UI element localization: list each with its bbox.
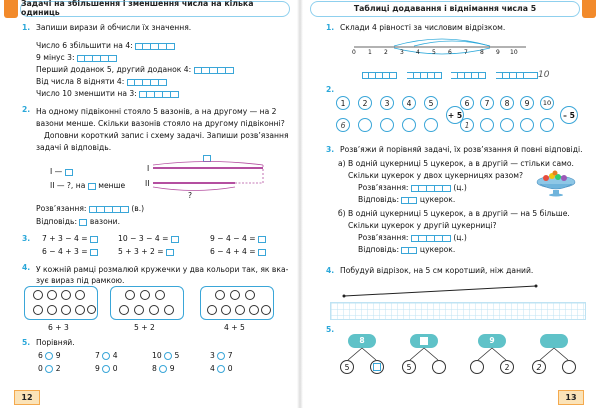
number-tree-3: 9 2 <box>470 334 514 380</box>
ex1-lines <box>36 40 234 100</box>
short-record: І — ІІ — ?, на менше <box>50 167 126 190</box>
compare-pair: 9 0 <box>95 364 118 373</box>
equality-row <box>362 70 538 80</box>
number-tree-1: 8 5 <box>340 334 384 380</box>
compare-pair: 0 2 <box>38 364 61 373</box>
right-header: Таблиці додавання і віднімання числа 5 <box>310 1 580 17</box>
scheme-label-ii: ІІ <box>145 179 150 188</box>
chain-2: 6 7 8 9 10 1 – 5 <box>460 96 590 136</box>
ex1-line: Число 10 зменшити на 3: <box>36 88 234 100</box>
ex3-number: 3. <box>22 234 31 243</box>
circles-frame-2 <box>110 286 184 320</box>
ex1-number: 1. <box>22 23 31 32</box>
ex4-text: У кожній рамці розмалюй кружечки у два кольори так, як вка- зує вираз під рамкою. <box>36 265 289 285</box>
compare-pair: 10 5 <box>152 351 180 360</box>
ex1-line: 9 мінус 3: <box>36 52 234 64</box>
ex3-expr: 9 − 4 − 4 = <box>210 235 266 244</box>
ex2-text: На одному підвіконні стояло 5 вазонів, а на другому — на 2 вазони менше. Скільки вазонів стояло на другому підвіконні? Доповни короткий запис і схему задачі. Запиши розв’язання задачі й відповідь. <box>36 107 289 152</box>
ex3-expr: 6 − 4 + 4 = <box>210 248 266 257</box>
r-ex4-title: Побудуй відрізок, на 5 см коротший, ніж даний. <box>340 266 534 275</box>
right-page-number: 13 <box>558 390 584 405</box>
r-ex2-number: 2. <box>326 85 335 94</box>
compare-pair: 4 0 <box>210 364 233 373</box>
left-page-number: 12 <box>14 390 40 405</box>
r-ex1-number: 1. <box>326 23 335 32</box>
ex5-number: 5. <box>22 338 31 347</box>
ex4-number: 4. <box>22 263 31 272</box>
scheme-question: ? <box>188 191 193 200</box>
ex2-answer: Відповідь: вазони. <box>36 217 121 226</box>
ex3-expr: 7 + 3 − 4 = <box>42 235 98 244</box>
book-spine <box>297 0 303 408</box>
frame-label-3: 4 + 5 <box>224 323 245 332</box>
number-tree-2: 5 <box>402 334 446 380</box>
r-ex3-number: 3. <box>326 145 335 154</box>
number-line-ticks: 0 1 2 3 4 5 6 7 8 9 10 <box>352 49 518 56</box>
r-ex5-number: 5. <box>326 325 335 334</box>
right-page-tab <box>582 0 596 18</box>
compare-pair: 3 7 <box>210 351 233 360</box>
r-ex3-title: Розв’яжи й порівняй задачі, їх розв’язання й повні відповіді. <box>340 145 583 154</box>
left-header: Задачі на збільшення і зменшення числа на кілька одиниць <box>20 1 290 17</box>
ex1-title: Запиши вирази й обчисли їх значення. <box>36 23 192 32</box>
left-page-tab <box>4 0 18 18</box>
r-ex3-a: а) В одній цукерниці 5 цукерок, а в другій — стільки само. Скільки цукерок у двох цукерницях разом? Розв’язання: (ц.) Відповідь: цукерок. б) В одній цукерниці 5 цукерок, а в другій — на 5 більше. Скільки цукерок у другій цукерниці? Розв’язання: (ц.) Відповідь: цукерок. <box>338 159 574 254</box>
circles-frame-1 <box>24 286 98 320</box>
grid-strip <box>330 302 586 320</box>
number-tree-4: 2 <box>532 334 576 380</box>
chain-1: 1 2 3 4 5 6 + 5 <box>336 96 466 136</box>
ex1-line: Від числа 8 відняти 4: <box>36 76 234 88</box>
compare-pair: 7 4 <box>95 351 118 360</box>
ex2-solution: Розв’язання: (в.) <box>36 204 145 213</box>
scheme-diagram <box>150 160 280 200</box>
given-segment <box>340 282 540 300</box>
compare-pair: 8 9 <box>152 364 175 373</box>
ex3-expr: 6 − 4 + 3 = <box>42 248 98 257</box>
ex1-line: Число 6 збільшити на 4: <box>36 40 234 52</box>
equality-sample-value: 10 <box>538 70 550 80</box>
r-ex4-number: 4. <box>326 266 335 275</box>
ex2-number: 2. <box>22 105 31 114</box>
scheme-label-i: І <box>147 164 150 173</box>
r-ex1-title: Склади 4 рівності за числовим відрізком. <box>340 23 506 32</box>
compare-pair: 6 9 <box>38 351 61 360</box>
ex3-expr: 5 + 3 + 2 = <box>118 248 174 257</box>
ex5-title: Порівняй. <box>36 338 75 347</box>
frame-label-2: 5 + 2 <box>134 323 155 332</box>
circles-frame-3 <box>200 286 274 320</box>
frame-label-1: 6 + 3 <box>48 323 69 332</box>
ex1-line: Перший доданок 5, другий доданок 4: <box>36 64 234 76</box>
candy-bowl-icon <box>534 168 578 198</box>
ex3-expr: 10 − 3 − 4 = <box>118 235 179 244</box>
